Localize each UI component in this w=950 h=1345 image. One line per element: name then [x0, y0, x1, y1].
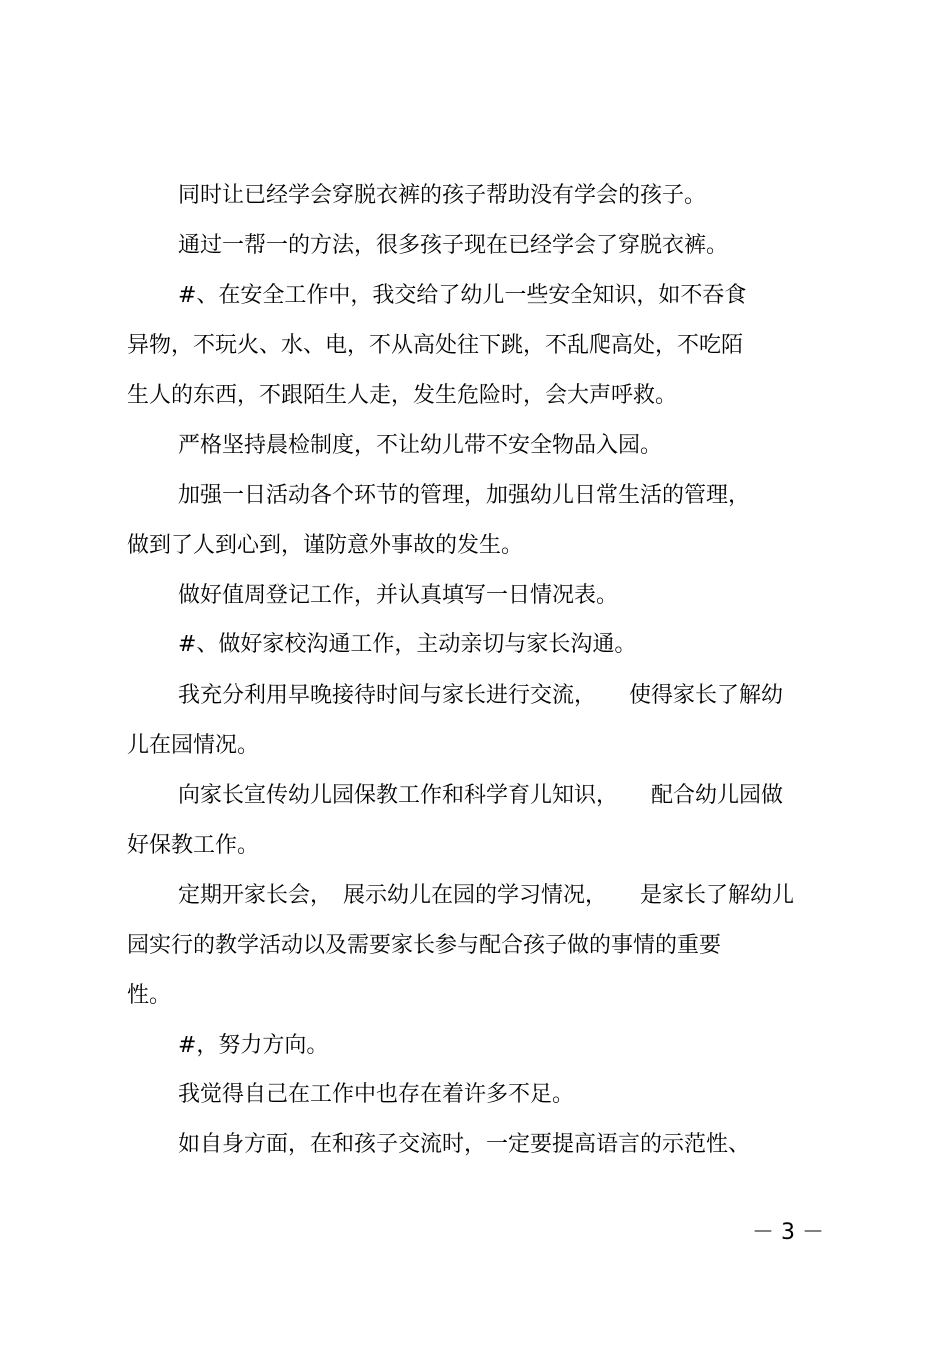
text-line-6: 严格坚持晨检制度，不让幼儿带不安全物品入园。 [178, 433, 663, 458]
text-line-8: 做到了人到心到，谨防意外事故的发生。 [127, 533, 524, 558]
text-line-3: #、在安全工作中，我交给了幼儿一些安全知识，如不吞食 [178, 283, 747, 308]
text-line-4: 异物，不玩火、水、电，不从高处往下跳，不乱爬高处，不吃陌 [127, 333, 744, 358]
text-line-11: 我充分利用早晚接待时间与家长进行交流， 使得家长了解幼 [178, 683, 784, 708]
text-line-9: 做好值周登记工作，并认真填写一日情况表。 [178, 583, 619, 608]
text-line-5: 生人的东西，不跟陌生人走，发生危险时，会大声呼救。 [127, 383, 678, 408]
text-line-2: 通过一帮一的方法，很多孩子现在已经学会了穿脱衣裤。 [178, 233, 729, 258]
text-line-14: 好保教工作。 [127, 833, 260, 858]
text-line-18: #，努力方向。 [178, 1033, 329, 1058]
text-line-20: 如自身方面，在和孩子交流时，一定要提高语言的示范性、 [178, 1132, 751, 1157]
text-line-17: 性。 [127, 983, 172, 1008]
text-line-16: 园实行的教学活动以及需要家长参与配合孩子做的事情的重要 [127, 933, 722, 958]
text-line-7: 加强一日活动各个环节的管理，加强幼儿日常生活的管理， [178, 483, 751, 508]
text-line-13: 向家长宣传幼儿园保教工作和科学育儿知识， 配合幼儿园做 [178, 783, 784, 808]
text-line-12: 儿在园情况。 [127, 733, 260, 758]
text-line-15: 定期开家长会， 展示幼儿在园的学习情况， 是家长了解幼儿 [178, 883, 795, 908]
text-line-1: 同时让已经学会穿脱衣裤的孩子帮助没有学会的孩子。 [178, 183, 707, 208]
text-line-10: #、做好家校沟通工作，主动亲切与家长沟通。 [178, 632, 637, 657]
page-number: － 3 － [752, 1220, 824, 1245]
text-line-19: 我觉得自己在工作中也存在着许多不足。 [178, 1082, 575, 1107]
